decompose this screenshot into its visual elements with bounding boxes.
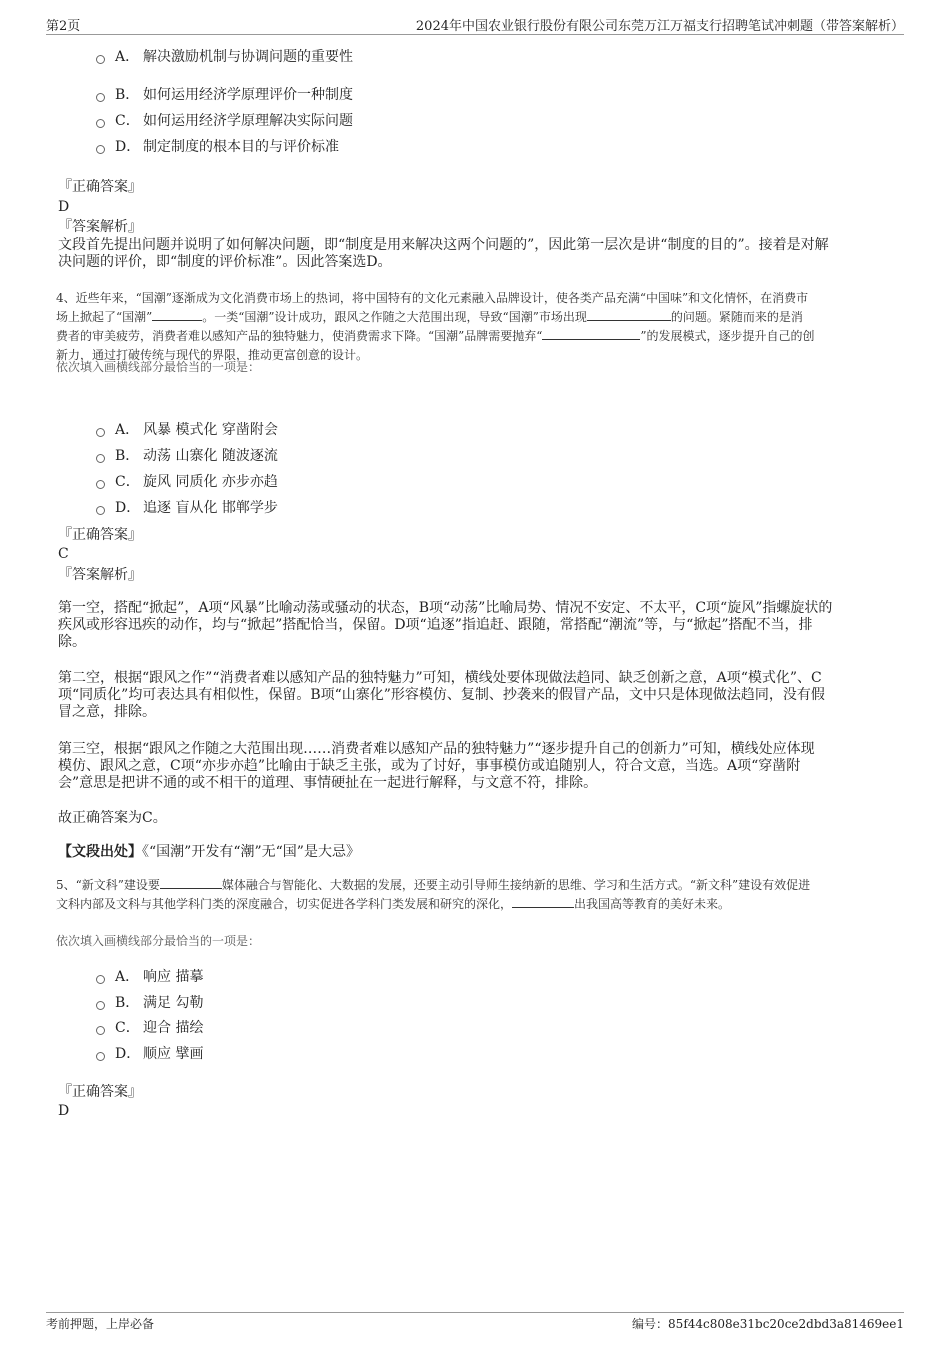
radio-icon[interactable] [96,1026,105,1035]
answer-heading: 『正确答案』 [58,1084,142,1100]
q4-option-d[interactable]: D． 追逐 盲从化 邯郸学步 [96,498,278,518]
blank-3 [542,327,640,340]
q4-option-c[interactable]: C． 旋风 同质化 亦步亦趋 [96,472,278,492]
question-5-stem: 5、“新文科”建设要 媒体融合与智能化、大数据的发展，还要主动引导师生接纳新的思维、学习和生活方式。“新文科”建设有效促进 文科内部及文科与其他学科门类的深度融合，切实促进各学科门类发展和研究的深化， 出我国高等教育的美好未来。 [56,878,811,911]
conclusion: 故正确答案为C。 [58,810,167,826]
radio-icon[interactable] [96,454,105,463]
question-4-stem: 4、近些年来，“国潮”逐渐成为文化消费市场上的热词，将中国特有的文化元素融入品牌设计，使各类产品充满“中国味”和文化情怀，在消费市 场上掀起了“国潮” 。一类“国潮”设计成功，跟风之作随之大范围出现，导致“国潮”市场出现 的问题。紧随而来的是消 费者的审美疲劳，消费者难以感知产品的独特魅力，使消费需求下降。“国潮”品牌需要抛弃“ ”的发展模式，逐步提升自己的创 新力，通过打破传统与现代的界限，推动更富创意的设计。 [56,291,815,362]
page-footer [46,1312,904,1331]
answer-heading: 『正确答案』 [58,179,142,195]
q3-option-b[interactable]: B． 如何运用经济学原理评价一种制度 [96,85,353,105]
analysis-paragraph-2: 第二空，根据“跟风之作”“消费者难以感知产品的独特魅力”可知，横线处要体现做法趋同、缺乏创新之意，A项“模式化”、C 项“同质化”均可表达具有相似性，保留。B项“山寨化”形容模仿、复制、抄袭来的假冒产品，文中只是体现做法趋同，没有假 冒之意，排除。 [58,670,825,720]
source-citation: 【文段出处】《“国潮”开发有“潮”无“国”是大忌》 [58,844,360,860]
answer-heading: 『正确答案』 [58,527,142,543]
document-title: 2024年中国农业银行股份有限公司东莞万江万福支行招聘笔试冲刺题（带答案解析） [415,19,904,34]
q3-option-d[interactable]: D． 制定制度的根本目的与评价标准 [96,137,339,157]
blank-2 [587,308,671,321]
analysis-paragraph-3: 第三空，根据“跟风之作随之大范围出现……消费者难以感知产品的独特魅力”“逐步提升自己的创新力”可知，横线处应体现 模仿、跟风之意，C项“亦步亦趋”比喻由于缺乏主张，或为了讨好，事事模仿或追随别人，符合文意，当选。A项“穿凿附 会”意思是把讲不通的或不相干的道理、事情硬扯在一起进行解释，与文意不符，排除。 [58,741,815,791]
q4-option-b[interactable]: B． 动荡 山寨化 随波逐流 [96,446,278,466]
radio-icon[interactable] [96,119,105,128]
radio-icon[interactable] [96,93,105,102]
radio-icon[interactable] [96,428,105,437]
page-header [46,12,904,35]
radio-icon[interactable] [96,975,105,984]
question-4-prompt: 依次填入画横线部分最恰当的一项是： [56,360,261,374]
page-number: 第2页 [46,19,81,34]
analysis-heading: 『答案解析』 [58,567,142,583]
analysis-paragraph-1: 第一空，搭配“掀起”，A项“风暴”比喻动荡或骚动的状态，B项“动荡”比喻局势、情况不安定、不太平，C项“旋风”指螺旋状的 疾风或形容迅疾的动作，均与“掀起”搭配恰当，保留。D项“追逐”指追赶、跟随，常搭配“潮流”等，与“掀起”搭配不当，排 除。 [58,600,833,650]
q5-option-d[interactable]: D． 顺应 擘画 [96,1044,203,1064]
q3-option-c[interactable]: C． 如何运用经济学原理解决实际问题 [96,111,353,131]
blank-2 [512,895,574,908]
q3-option-a[interactable]: A． 解决激励机制与协调问题的重要性 [96,47,353,67]
q5-option-c[interactable]: C． 迎合 描绘 [96,1018,203,1038]
blank-1 [152,308,202,321]
q4-option-a[interactable]: A． 风暴 模式化 穿凿附会 [96,420,278,440]
footer-slogan: 考前押题，上岸必备 [46,1317,155,1331]
question-5-prompt: 依次填入画横线部分最恰当的一项是： [56,934,261,948]
answer-value: D [58,199,70,215]
blank-1 [160,876,222,889]
document-id: 编号：85f44c808e31bc20ce2dbd3a81469ee1 [632,1317,904,1331]
answer-value: C [58,546,69,562]
analysis-text: 文段首先提出问题并说明了如何解决问题，即“制度是用来解决这两个问题的”，因此第一层次是讲“制度的目的”。接着是对解 决问题的评价，即“制度的评价标准”。因此答案选D。 [58,237,829,270]
q5-option-b[interactable]: B． 满足 勾勒 [96,993,203,1013]
radio-icon[interactable] [96,145,105,154]
radio-icon[interactable] [96,1001,105,1010]
q5-option-a[interactable]: A． 响应 描摹 [96,967,203,987]
radio-icon[interactable] [96,55,105,64]
radio-icon[interactable] [96,506,105,515]
analysis-heading: 『答案解析』 [58,219,142,235]
radio-icon[interactable] [96,1052,105,1061]
radio-icon[interactable] [96,480,105,489]
answer-value: D [58,1103,70,1119]
